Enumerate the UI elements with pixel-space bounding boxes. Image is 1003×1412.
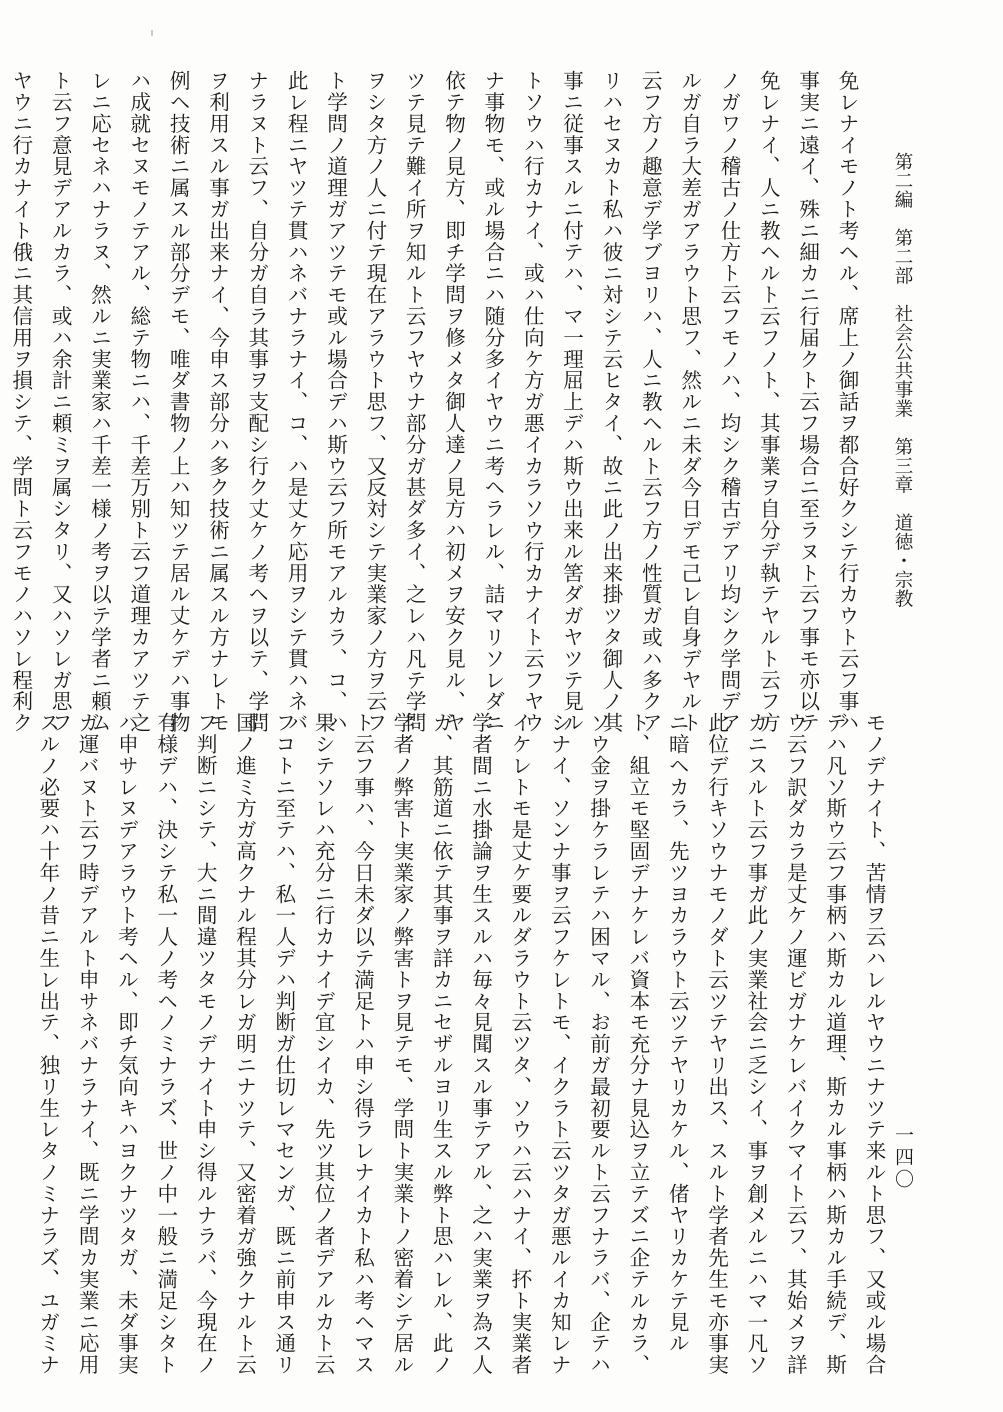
text-column: イケレトモ是丈ケ要ルダラウト云ツタ、ソウハ云ハナイ、抔ト実業者 xyxy=(507,712,532,1376)
text-column: カニスルト云フ事ガ此ノ実業社会ニ乏シイ、事ヲ創メルニハマ一凡ソ xyxy=(743,712,768,1376)
page-number: 一四〇 xyxy=(892,1125,914,1191)
text-column: ハ成就セヌモノテアル、総テ物ニハ、千差万別ト云フ道理カアツテ之 xyxy=(126,70,151,734)
text-column: 有様デハ、決シテ私一人ノ考ヘノミナラズ、世ノ中一般ニ満足シタト xyxy=(153,712,178,1376)
text-column: 例ヘ技術ニ属スル部分デモ、唯ダ書物ノ上ハ知ツテ居ル丈ケデハ事物 xyxy=(166,70,191,734)
text-column: ハ申サレヌデアラウト考ヘル、即チ気向キハヨクナツタガ、未ダ事実 xyxy=(114,712,139,1376)
text-column: レニ応セネハナラヌ、然ルニ実業家ハ千差一様ノ考ヲ以テ学者ニ頼ム xyxy=(87,70,112,734)
text-column: スルノ必要ハ十年ノ昔ニ生レ出テ、独リ生レタノミナラズ、ユガミナ xyxy=(35,712,60,1376)
text-column: ト、組立モ堅固デナケレバ資本モ充分ナ見込ヲ立テズニ企テルカラ、 xyxy=(625,712,650,1376)
text-column: デハ凡ソ斯ウ云フ事柄ハ斯カル道理、斯カル事柄ハ斯カル手続デ、斯 xyxy=(822,712,847,1376)
text-column: 果シテソレハ充分ニ行カナイデ宜シイカ、先ツ其位ノ者デアルカト云 xyxy=(311,712,336,1376)
text-column: シナイ、ソンナ事ヲ云フケレトモ、イクラト云ツタガ悪ルイカ知レナ xyxy=(547,712,572,1376)
text-column: 此レ程ニヤツテ貫ハネバナラナイ、コ、ハ是丈ケ応用ヲシテ貫ハネバ xyxy=(284,70,309,734)
text-column: 云フ方ノ趣意デ学ブヨリハ、人ニ教ヘルト云フ方ノ性質ガ或ハ多クア xyxy=(638,70,663,734)
text-column: ヤウニ行カナイト俄ニ其信用ヲ損シテ、学問ト云フモノハソレ程利ク xyxy=(8,70,33,734)
text-column: ルガ自ラ大差ガアラウト思フ、然ルニ未ダ今日デモ己レ自身デヤルト xyxy=(677,70,702,734)
text-column: フコトニ至テハ、私一人デハ判断ガ仕切レマセンガ、既ニ前申ス通リ xyxy=(271,712,296,1376)
text-column: ソウ金ヲ掛ケラレテハ困マル、お前ガ最初要ルト云フナラバ、企テハ xyxy=(586,712,611,1376)
text-column: ト云フ意見デアルカラ、或ハ余計ニ頼ミヲ属シタリ、又ハソレガ思フ xyxy=(48,70,73,734)
text-column: フ判断ニシテ、大ニ間違ツタモノデナイト申シ得ルナラバ、今現在ノ xyxy=(193,712,218,1376)
text-column: 事実ニ遠イ、殊ニ細カニ行届クト云フ場合ニ至ラヌト云フ事モ亦以テ xyxy=(795,70,820,734)
text-column: 免レナイモノト考ヘル、席上ノ御話ヲ都合好クシテ行カウト云フ事ハ xyxy=(835,70,859,734)
text-column: ヲ利用スル事ガ出来ナイ、今申ス部分ハ多ク技術ニ属スル方ナレトモ xyxy=(205,70,230,734)
lower-text-block xyxy=(35,712,893,1376)
text-column: 事ニ従事スルニ付テハ、マ一理屈上デハ斯ウ出来ル筈ダガヤツテ見ル xyxy=(559,70,584,734)
text-column: 学者間ニ水掛論ヲ生スルハ毎々見聞スル事テアル、之ハ実業ヲ為ス人 xyxy=(468,712,493,1376)
text-column: ツテ見テ難イ所ヲ知ルト云フヤウナ部分ガ甚ダ多イ、之レハ凡テ学問 xyxy=(402,70,427,734)
text-column: ガ、其筋道ニ依テ其事ヲ詳カニセザルヨリ生スル弊ト思ハレル、此ノ xyxy=(429,712,454,1376)
running-header: 第二編 第二部 社会公共事業 第三章 道徳・宗教 xyxy=(892,152,913,608)
text-column: ノガワノ稽古ノ仕方ト云フモノハ、均シク稽古デアリ均シク学問デア xyxy=(716,70,741,734)
text-column: 免レナイ、人ニ教ヘルト云フノト、其事業ヲ自分デ執テヤルト云フ方 xyxy=(756,70,781,734)
text-column: ト云フ事ハ、今日未ダ以テ満足トハ申シ得ラレナイカト私ハ考ヘマス xyxy=(350,712,375,1376)
text-column: トソウハ行カナイ、或ハ仕向ケ方ガ悪イカラソウ行カナイト云フヤウ xyxy=(520,70,545,734)
text-column: 学者ノ弊害ト実業家ノ弊害トヲ見テモ、学問ト実業トノ密着シテ居ル xyxy=(389,712,414,1376)
text-column: ニ暗ヘカラ、先ツヨカラウト云ツテヤリカケル、偖ヤリカケテ見ル xyxy=(665,712,690,1354)
upper-text-block xyxy=(8,70,866,734)
text-column: ト学問ノ道理ガアツテモ或ル場合デハ斯ウ云フ所モアルカラ、コ、ハ xyxy=(323,70,348,734)
text-column: モノデナイト、苦情ヲ云ハレルヤウニナツテ来ルト思フ、又或ル場合 xyxy=(862,712,886,1376)
text-column: ウ云フ訳ダカラ是丈ケノ運ビガナケレバイクマイト云フ、其始メヲ詳 xyxy=(783,712,808,1376)
text-column: ナラヌト云フ、自分ガ自ラ其事ヲ支配シ行ク丈ケノ考ヘヲ以テ、学問 xyxy=(244,70,269,734)
text-column: ヲシタ方ノ人ニ付テ現在アラウト思フ、又反対シテ実業家ノ方ヲ云フ xyxy=(362,70,387,734)
scan-mark xyxy=(151,30,153,36)
text-column: ガ運バヌト云フ時デアルト申サネバナラナイ、既ニ学問カ実業ニ応用 xyxy=(75,712,100,1376)
text-column: 依テ物ノ見方、即チ学問ヲ修メタ御人達ノ見方ハ初メヲ安ク見ル、ヤ xyxy=(441,70,466,734)
text-column: ナ事物モ、或ル場合ニハ随分多イヤウニ考ヘラレル、詰マリソレダニ xyxy=(480,70,505,734)
text-column: 国ノ進ミ方ガ高クナル程其分レガ明ニナツテ、又密着ガ強クナルト云 xyxy=(232,712,257,1376)
text-column: 此位デ行キソウナモノダト云ツテヤリ出ス、スルト学者先生モ亦事実 xyxy=(704,712,729,1376)
text-column: リハセヌカト私ハ彼ニ対シテ云ヒタイ、故ニ此ノ出来掛ツタ御人ノ其 xyxy=(598,70,623,734)
